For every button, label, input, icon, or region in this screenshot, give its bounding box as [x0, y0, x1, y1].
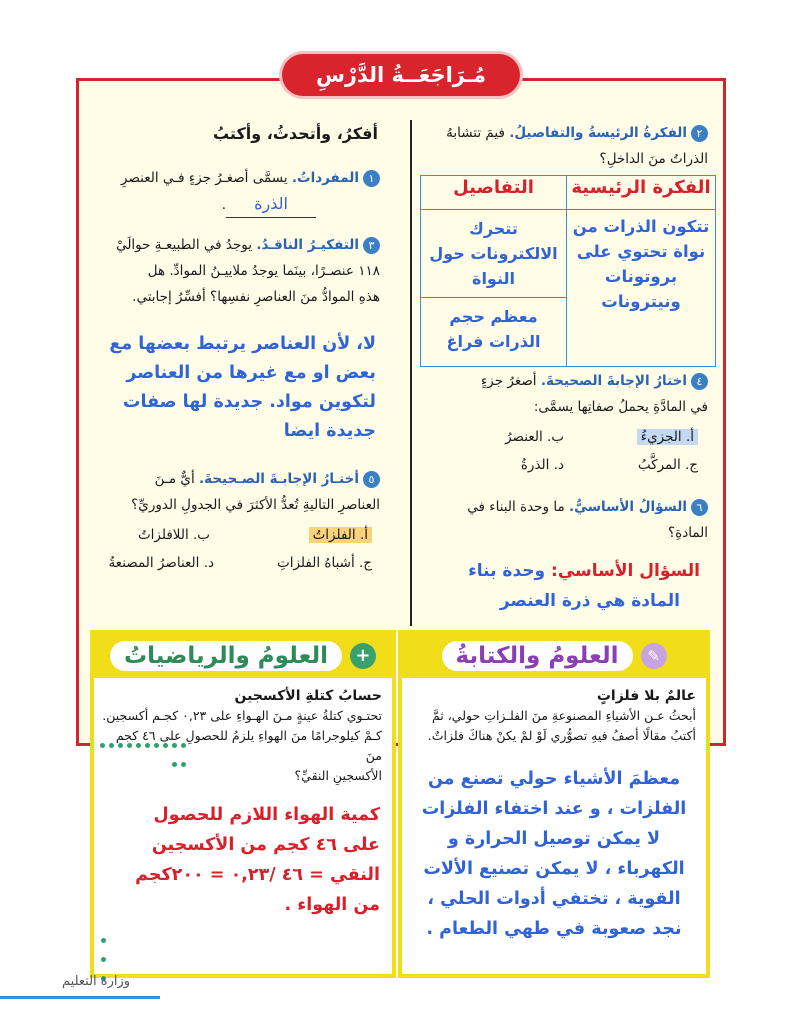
option-label: ب. اللافلزاتُ: [137, 527, 210, 543]
decorative-dots: [96, 735, 188, 773]
option-label: أ. الفلزاتُ: [309, 527, 372, 543]
lesson-review-title: مُـرَاجَعَــةُ الدَّرْسِ: [282, 54, 520, 96]
table-header-main-idea: الفكرة الرئيسية: [567, 176, 716, 210]
question-text: أصغرُ جزءٍ: [480, 373, 537, 389]
ministry-footer-text: وزارة التعليم: [62, 974, 131, 989]
option-a[interactable]: [309, 522, 372, 548]
writing-answer: معظمَ الأشياء حولي تصنع من الفلزات ، و عند اختفاء الفلزات لا يمكن توصيل الحرارة و الكهرباء ، لا يمكن تصنيع الألات القوية ، تختفي أدوات الحلي ، نجد صعوبة في طهي الطعام .: [421, 769, 687, 939]
footer-line: [0, 996, 160, 999]
table-cell-main-idea: تتكون الذرات من نواة تحتوي على بروتونات ونيترونات: [567, 210, 716, 367]
main-idea-table: [420, 175, 716, 367]
box-title: العلومُ والكتابةُ: [442, 641, 633, 671]
question-number: ٥: [363, 471, 380, 488]
option-label: أ. الجزيءُ: [637, 429, 698, 445]
answer-text: وحدة بناء: [468, 561, 546, 581]
option-c[interactable]: [277, 550, 372, 576]
question-5: [84, 466, 380, 518]
table-cell-detail: تتحرك الالكترونات حول النواة: [421, 210, 567, 298]
question-text: ما وحدة البناء في: [467, 499, 565, 515]
fill-in-answer: الذرة: [226, 191, 316, 218]
question-number: ٦: [691, 499, 708, 516]
answer-text: المادة هي ذرة العنصر: [499, 591, 680, 611]
table-cell-detail: معظم حجم الذرات فراغ: [421, 298, 567, 367]
option-b[interactable]: [505, 424, 564, 450]
question-number: ٣: [363, 237, 380, 254]
option-label: ج. المركَّبُ: [637, 457, 698, 473]
box-header: [94, 634, 392, 678]
option-label: ب. العنصرُ: [505, 429, 564, 445]
question-text: في المادَّةِ يحملُ صفاتِها يسمَّى:: [533, 399, 708, 415]
question-number: ٤: [691, 373, 708, 390]
question-text: فيمَ تتشابهُ: [446, 125, 505, 141]
question-head: المفرداتُ.: [291, 170, 359, 186]
question-head: أختـارُ الإجابـةَ الصـحيحةَ.: [199, 471, 359, 487]
table-header-details: التفاصيل: [421, 176, 567, 210]
answer-label: السؤال الأساسي:: [551, 561, 700, 581]
question-text: يسمَّى أصغـرُ جزءٍ فـي العنصرِ: [121, 170, 288, 186]
science-math-box: [90, 630, 396, 978]
box-subtitle: عالمٌ بلا فلزاتٍ: [596, 688, 696, 704]
question-head: الفكرةُ الرئيسةُ والتفاصيلُ.: [509, 125, 687, 141]
answer-3: لا، لأن العناصر يرتبط بعضها مع بعض او مع غيرها من العناصر لتكوين مواد. جديدة لها صفات جديدة ايضا: [109, 334, 376, 441]
option-d[interactable]: [521, 452, 564, 478]
box-text: الأكسجينِ النقيِّ؟: [294, 768, 382, 783]
box-header: [402, 634, 706, 678]
box-text: كـمْ كيلوجرامًا منَ الهواءِ يلزمُ للحصولِ على ٤٦ كجم منَ: [115, 728, 382, 763]
question-text: يوجدُ في الطبيعـةِ حوالَيْ: [116, 237, 253, 253]
option-c[interactable]: [638, 452, 698, 478]
option-label: د. العناصرُ المصنعةُ: [108, 555, 214, 571]
box-text: تحتـوي كتلةُ عينةٍ مـنَ الهـواءِ على ٠,٢٣ كجـم أكسجين.: [102, 708, 382, 723]
question-text: أيٌّ مـنَ: [154, 471, 195, 487]
science-writing-box: [398, 630, 710, 978]
question-6: [408, 494, 708, 546]
option-b[interactable]: [138, 522, 210, 548]
option-label: د. الذرةُ: [520, 457, 564, 473]
box-title: العلومُ والرياضياتُ: [110, 641, 342, 671]
box-subtitle: حسابُ كتلةِ الأكسجين: [234, 688, 382, 704]
question-head: اختارُ الإجابةَ الصحيحةَ.: [540, 373, 687, 389]
question-head: السؤالُ الأساسيُّ.: [568, 499, 687, 515]
question-text: هذهِ الموادُّ منَ العناصرِ نفسِها؟ أفسِّرُ إجابتي.: [132, 289, 380, 305]
math-answer: كمية الهواء اللازم للحصول على ٤٦ كجم من الأكسجين النقي = ٤٦ /٠,٢٣ = ٢٠٠كجم من الهواء .: [135, 805, 380, 915]
question-text: المادةِ؟: [667, 525, 708, 541]
pencil-icon: ✎: [641, 643, 667, 669]
question-3: [84, 232, 380, 310]
question-number: ٢: [691, 125, 708, 142]
answer-6: [400, 556, 700, 616]
question-4: [408, 368, 708, 420]
question-1: [84, 165, 380, 218]
question-2: [408, 120, 708, 172]
option-label: ج. أشباهُ الفلزاتِ: [277, 555, 372, 571]
option-a[interactable]: [637, 424, 698, 450]
plus-icon: +: [350, 643, 376, 669]
question-number: ١: [363, 170, 380, 187]
question-text: .: [221, 197, 226, 213]
question-text: الذراتُ منَ الداخلِ؟: [599, 151, 708, 167]
box-text: أبحثُ عـن الأشياءِ المصنوعةِ منَ الفلـزاتِ حولي، ثمَّ أكتبُ مقالًا أصفُ فيهِ تصوُّري لَوْ لمْ يكنْ هناكَ فلزاتٌ.: [427, 708, 696, 743]
section-heading: أفكرُ، وأتحدثُ، وأكتبُ: [212, 124, 378, 143]
option-d[interactable]: [108, 550, 214, 576]
question-text: العناصرِ التاليةِ تُعدُّ الأكثرَ في الجدولِ الدوريِّ؟: [131, 497, 380, 513]
question-head: التفكيـرُ الناقـدُ.: [256, 237, 359, 253]
question-text: ١١٨ عنصـرًا، بينَما يوجدُ ملاييـنُ الموادِّ. هل: [147, 263, 380, 279]
